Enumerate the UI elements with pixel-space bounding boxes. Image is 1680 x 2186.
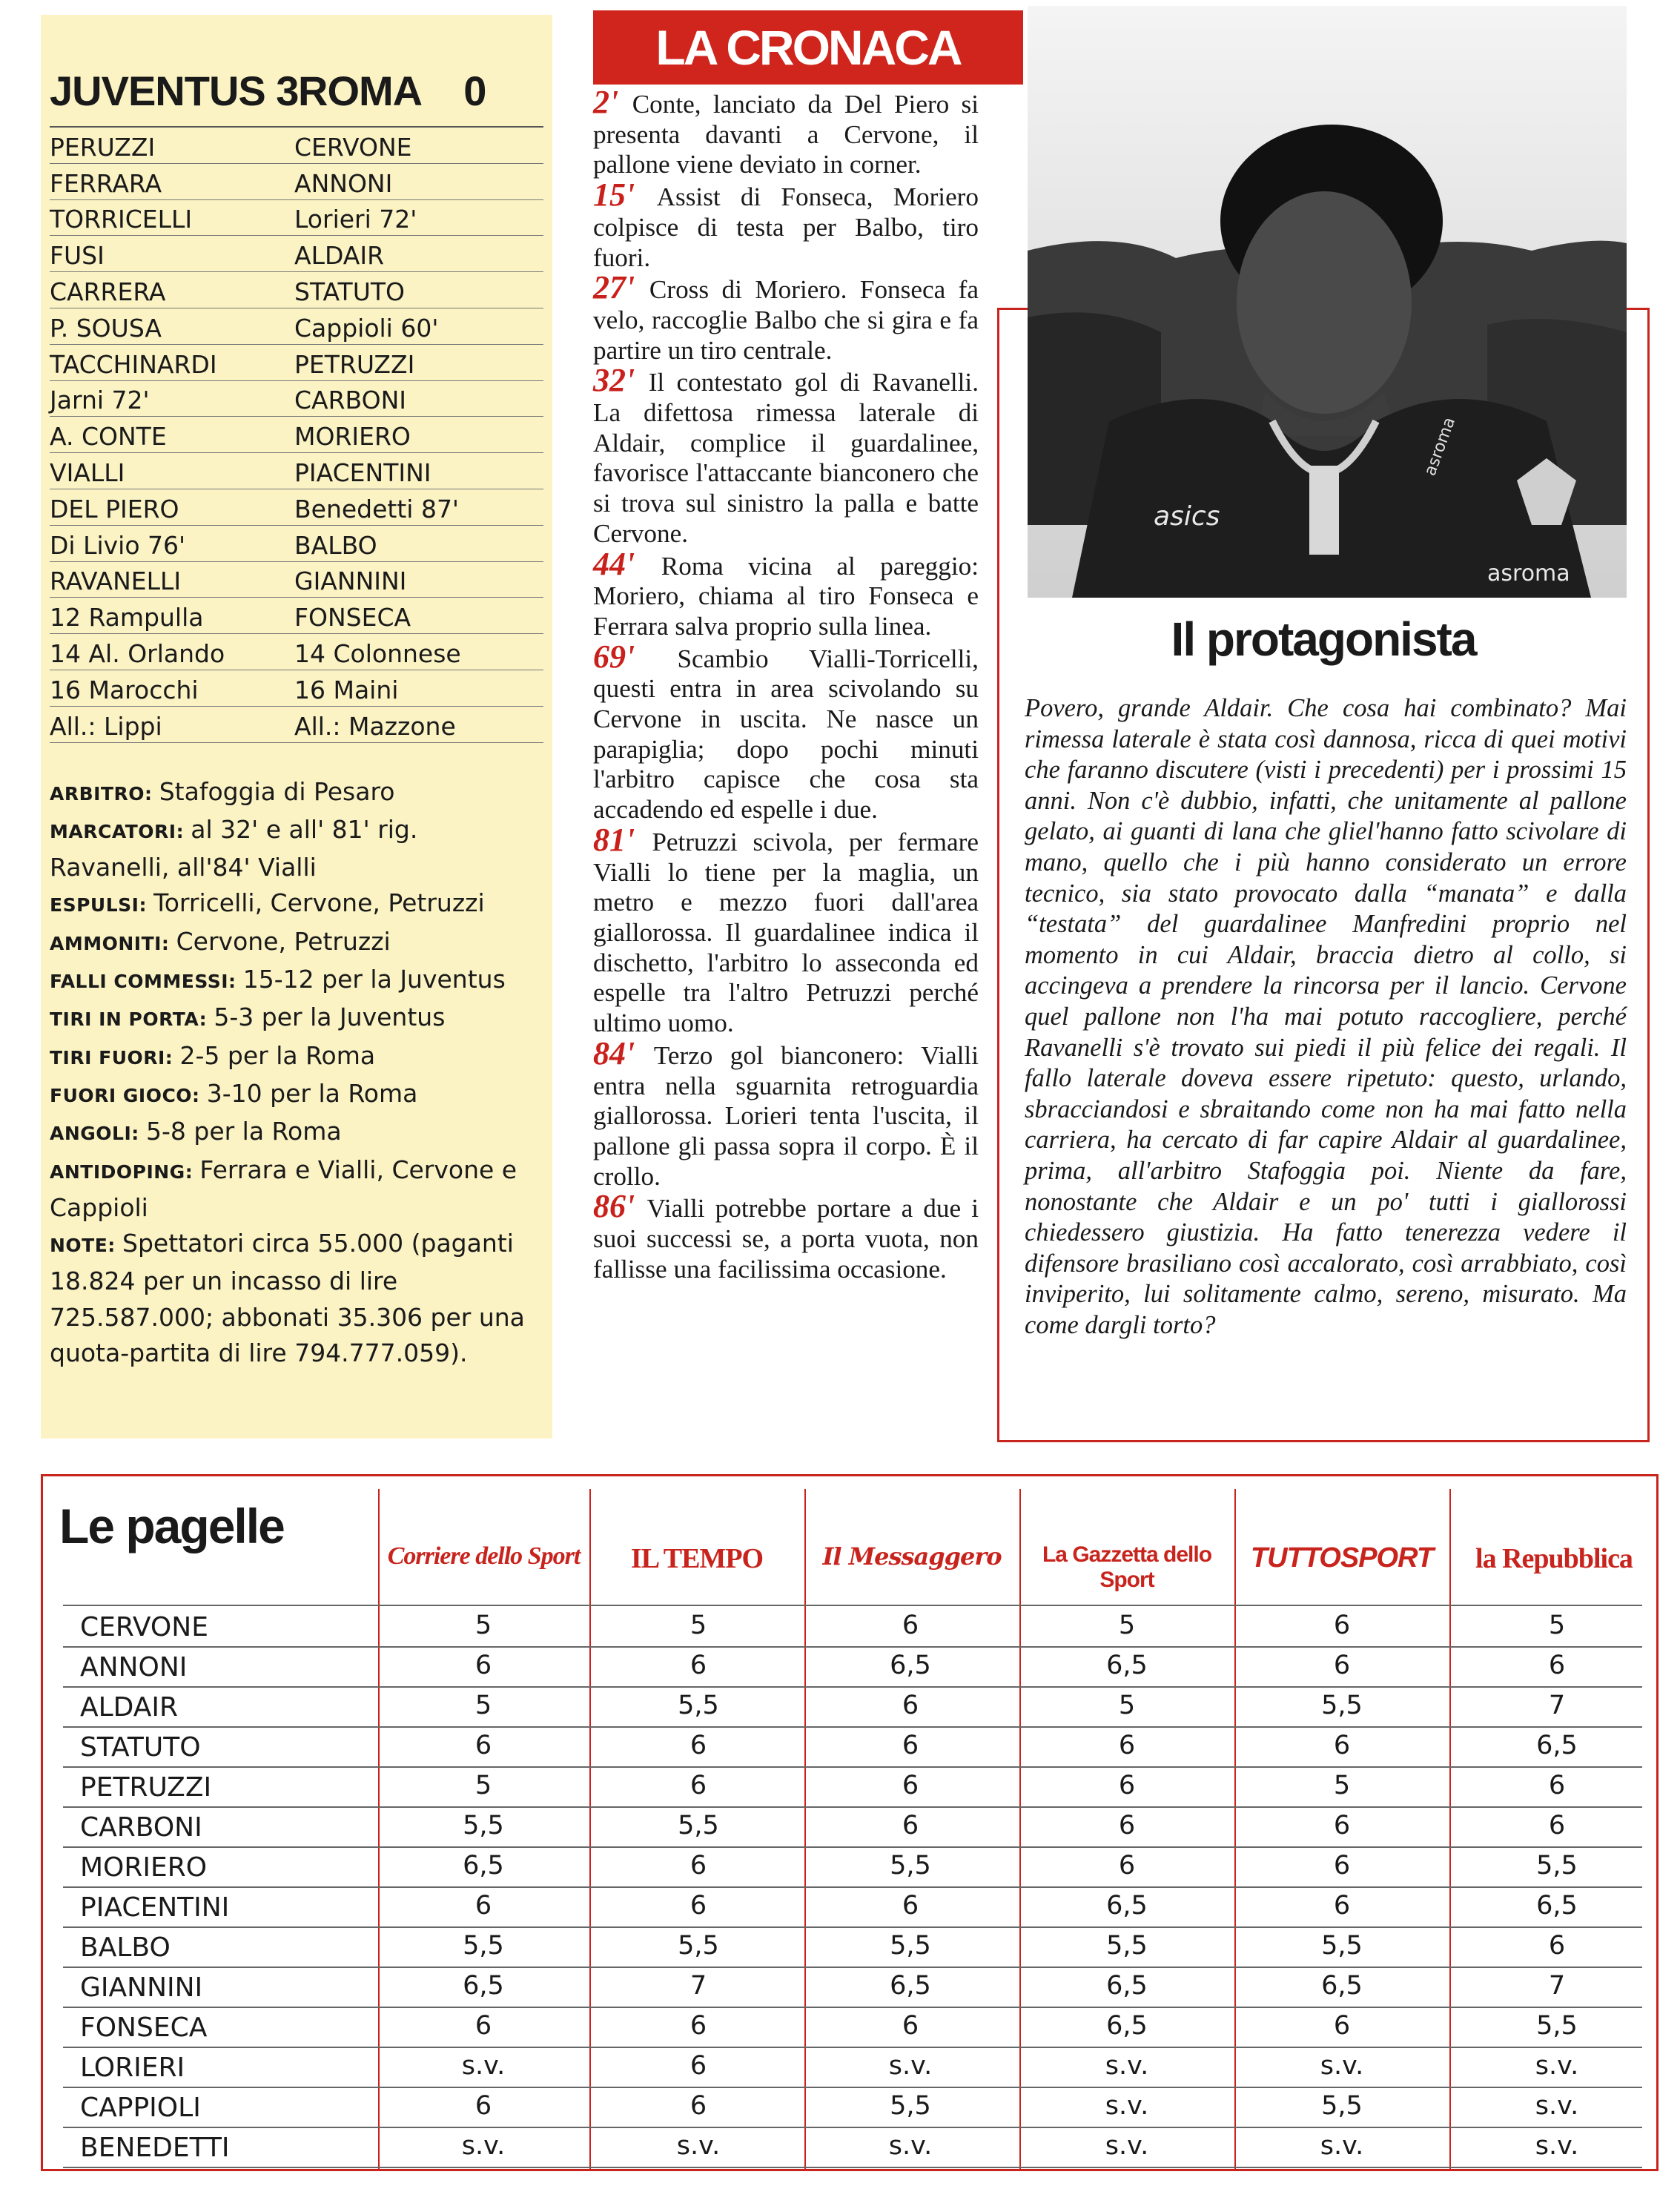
lineup-row bbox=[50, 489, 543, 526]
away-player: FONSECA bbox=[294, 603, 411, 633]
info-label: FUORI GIOCO: bbox=[50, 1084, 207, 1106]
score-header bbox=[50, 44, 543, 128]
event-text: Scambio Vialli-Torricelli, questi entra in area scivolando su Cervone in uscita. Ne nasce un parapiglia; dopo pochi minuti l'arbitro capisce che cosa sta accadendo ed espelle i due. bbox=[593, 644, 979, 825]
row-divider bbox=[63, 2007, 1642, 2008]
away-player: 14 Colonnese bbox=[294, 638, 461, 668]
cronaca-event bbox=[593, 84, 979, 180]
player-rating: 7 bbox=[1548, 1971, 1566, 2001]
player-rating: 5,5 bbox=[1321, 1931, 1363, 1961]
player-name: FONSECA bbox=[80, 2012, 208, 2043]
away-player: CERVONE bbox=[294, 132, 412, 162]
player-rating: 6 bbox=[689, 2011, 707, 2041]
lineup-row bbox=[50, 634, 543, 670]
player-rating: 6,5 bbox=[1106, 1891, 1148, 1921]
info-label: NOTE: bbox=[50, 1235, 123, 1257]
player-rating: 6 bbox=[1118, 1811, 1136, 1840]
player-rating: 5,5 bbox=[463, 1931, 504, 1961]
lineup-row bbox=[50, 707, 543, 743]
pagelle-title: Le pagelle bbox=[59, 1499, 284, 1553]
player-rating: 6 bbox=[689, 1731, 707, 1760]
home-player: A. CONTE bbox=[50, 422, 167, 452]
player-rating: s.v. bbox=[676, 2131, 721, 2161]
away-player: All.: Mazzone bbox=[294, 711, 456, 741]
cronaca-event bbox=[593, 821, 979, 1039]
newspaper-header: Il Messaggero bbox=[822, 1542, 1002, 1571]
player-name: GIANNINI bbox=[80, 1972, 203, 2003]
newspaper-header: TUTTOSPORT bbox=[1250, 1542, 1434, 1574]
newspaper-header: La Gazzetta dello Sport bbox=[1042, 1542, 1212, 1592]
info-label: ESPULSI: bbox=[50, 894, 154, 917]
info-value: al 32' e all' 81' rig. Ravanelli, all'84' Vialli bbox=[50, 814, 418, 882]
home-player: CARRERA bbox=[50, 277, 166, 306]
player-name: BENEDETTI bbox=[80, 2133, 230, 2163]
player-rating: 5,5 bbox=[678, 1691, 719, 1720]
player-rating: 6 bbox=[1333, 1731, 1351, 1760]
row-divider bbox=[63, 1806, 1642, 1808]
info-item bbox=[50, 1038, 543, 1076]
row-divider bbox=[63, 1846, 1642, 1848]
away-player: STATUTO bbox=[294, 277, 405, 306]
column-divider bbox=[804, 1489, 806, 2171]
away-player: Benedetti 87' bbox=[294, 494, 460, 524]
player-rating: s.v. bbox=[1105, 2051, 1149, 2081]
player-rating: 6,5 bbox=[890, 1651, 931, 1680]
player-rating: 5,5 bbox=[890, 1851, 931, 1880]
lineup-row bbox=[50, 164, 543, 200]
info-value: 2-5 per la Roma bbox=[179, 1040, 376, 1070]
info-value: Spettatori circa 55.000 (paganti 18.824 per un incasso di lire 725.587.000; abbonati 35.306 per una quota-partita di lire 794.777.059). bbox=[50, 1229, 525, 1367]
home-player: All.: Lippi bbox=[50, 711, 162, 741]
cronaca-event bbox=[593, 1034, 979, 1192]
player-name: CERVONE bbox=[80, 1612, 208, 1642]
info-value: 3-10 per la Roma bbox=[206, 1078, 418, 1108]
player-rating: 6 bbox=[902, 1611, 919, 1640]
player-rating: 6 bbox=[1118, 1851, 1136, 1880]
event-minute: 15' bbox=[593, 176, 657, 214]
player-rating: 6 bbox=[1118, 1771, 1136, 1800]
player-rating: s.v. bbox=[1535, 2131, 1579, 2161]
away-player: PETRUZZI bbox=[294, 349, 415, 379]
player-rating: 6 bbox=[902, 1731, 919, 1760]
player-rating: s.v. bbox=[1535, 2091, 1579, 2121]
info-value: Torricelli, Cervone, Petruzzi bbox=[153, 888, 485, 918]
player-rating: 6 bbox=[902, 1811, 919, 1840]
player-rating: 6 bbox=[1118, 1731, 1136, 1760]
player-name: ANNONI bbox=[80, 1652, 188, 1683]
row-divider bbox=[63, 1967, 1642, 1968]
info-value: 15-12 per la Juventus bbox=[242, 965, 506, 994]
info-item bbox=[50, 962, 543, 1000]
player-rating: 5 bbox=[689, 1611, 707, 1640]
home-player: 14 Al. Orlando bbox=[50, 638, 225, 668]
newspaper-header: IL TEMPO bbox=[630, 1543, 764, 1574]
player-name: ALDAIR bbox=[80, 1692, 179, 1723]
row-divider bbox=[63, 2047, 1642, 2048]
away-player: MORIERO bbox=[294, 422, 411, 452]
column-divider bbox=[589, 1489, 591, 2171]
away-player: GIANNINI bbox=[294, 567, 407, 596]
lineup-row bbox=[50, 526, 543, 562]
player-rating: 6 bbox=[1548, 1811, 1566, 1840]
protagonista-text: Povero, grande Aldair. Che cosa hai combinato? Mai rimessa laterale è stata così dannosa, ricca di quei motivi che faranno discutere (visti i precedenti) per i prossimi 15 anni. Non c'è dubbio, infatti, che unitamente al pallone gelato, ai guanti di lana che gliel'hanno fatto scivolare di mano, quello che i più hanno considerato un errore tecnico, sia stato provocato dalla “manata” e dalla “testata” del guardalinee Manfredini proprio nel momento in cui Aldair, braccia dietro al collo, si accingeva a prendere la rincorsa per il lancio. Cervone quel pallone non l'ha mai potuto raccogliere, perché Ravanelli s'è trovato sui piedi il più felice dei regali. Il fallo laterale doveva essere ripetuto: questo, urlando, sbracciandosi e sbraitando come non ha mai fatto nella carriera, ha cercato di far capire Aldair al guardalinee, prima, all'arbitro Stafoggia poi. Niente da fare, nonostante che Aldair e un po' tutti i giallorossi chiedessero giustizia. Ha fatto tenerezza vedere il difensore brasiliano così accalorato, così arrabbiato, così inviperito, lui solitamente calmo, sereno, misurato. Ma come dargli torto? bbox=[1025, 694, 1627, 1339]
lineup-row bbox=[50, 272, 543, 308]
cronaca-event bbox=[593, 362, 979, 549]
info-label: ARBITRO: bbox=[50, 782, 159, 805]
player-photo bbox=[1028, 6, 1627, 598]
lineup-row bbox=[50, 562, 543, 598]
row-divider bbox=[63, 1726, 1642, 1728]
player-rating: 5 bbox=[474, 1611, 492, 1640]
club-text-chest: asroma bbox=[1487, 561, 1570, 587]
event-text: Petruzzi scivola, per fermare Vialli lo tiene per la maglia, un metro e mezzo fuori dall'area giallorossa. Il guardalinee indica il dischetto, l'arbitro lo asseconda ed espelle tra l'altro Petruzzi perché ultimo uomo. bbox=[593, 827, 979, 1038]
player-rating: 5 bbox=[1548, 1611, 1566, 1640]
player-rating: 6 bbox=[1333, 1851, 1351, 1880]
player-rating: 5 bbox=[1118, 1691, 1136, 1720]
info-item bbox=[50, 1076, 543, 1114]
player-rating: 6 bbox=[1548, 1771, 1566, 1800]
player-rating: 6 bbox=[1548, 1651, 1566, 1680]
info-label: ANTIDOPING: bbox=[50, 1160, 200, 1183]
player-rating: s.v. bbox=[888, 2051, 933, 2081]
player-rating: 6 bbox=[902, 2011, 919, 2041]
player-rating: 7 bbox=[689, 1971, 707, 2001]
player-rating: 6 bbox=[1548, 1931, 1566, 1961]
player-name: CAPPIOLI bbox=[80, 2093, 201, 2123]
player-rating: 5,5 bbox=[1106, 1931, 1148, 1961]
lineup-row bbox=[50, 598, 543, 634]
player-rating: 6 bbox=[474, 2011, 492, 2041]
away-player: ANNONI bbox=[294, 168, 393, 198]
player-rating: 5,5 bbox=[1536, 1851, 1578, 1880]
player-rating: 6 bbox=[1333, 2011, 1351, 2041]
event-text: Assist di Fonseca, Moriero colpisce di testa per Balbo, tiro fuori. bbox=[593, 182, 979, 272]
player-rating: 7 bbox=[1548, 1691, 1566, 1720]
home-player: DEL PIERO bbox=[50, 494, 179, 524]
column-divider bbox=[1019, 1489, 1021, 2171]
column-divider bbox=[1234, 1489, 1236, 2171]
player-rating: 6,5 bbox=[463, 1851, 504, 1880]
info-item bbox=[50, 1114, 543, 1152]
info-label: TIRI FUORI: bbox=[50, 1046, 180, 1069]
cronaca-heading: LA CRONACA bbox=[593, 10, 1023, 85]
info-value: Stafoggia di Pesaro bbox=[159, 776, 395, 806]
home-player: PERUZZI bbox=[50, 132, 156, 162]
info-value: Ferrara e Vialli, Cervone e Cappioli bbox=[50, 1155, 517, 1222]
player-rating: 5,5 bbox=[463, 1811, 504, 1840]
info-item bbox=[50, 885, 543, 923]
player-rating: 6 bbox=[1333, 1611, 1351, 1640]
home-player: FERRARA bbox=[50, 168, 162, 198]
info-item bbox=[50, 812, 543, 886]
player-rating: 6 bbox=[689, 2051, 707, 2081]
player-rating: 6,5 bbox=[1536, 1731, 1578, 1760]
player-rating: 6 bbox=[902, 1691, 919, 1720]
row-divider bbox=[63, 2087, 1642, 2088]
away-player: Lorieri 72' bbox=[294, 205, 417, 234]
info-item bbox=[50, 774, 543, 812]
away-player: BALBO bbox=[294, 530, 377, 560]
cronaca-event bbox=[593, 176, 979, 273]
player-rating: 6,5 bbox=[1106, 1651, 1148, 1680]
cronaca-event bbox=[593, 545, 979, 642]
player-rating: 6,5 bbox=[1536, 1891, 1578, 1921]
column-divider bbox=[1449, 1489, 1451, 2171]
player-rating: 5,5 bbox=[1321, 2091, 1363, 2121]
player-rating: 6 bbox=[474, 1651, 492, 1680]
player-name: LORIERI bbox=[80, 2053, 185, 2083]
info-item bbox=[50, 1152, 543, 1226]
newspaper-header: Corriere dello Sport bbox=[387, 1542, 581, 1570]
away-player: Cappioli 60' bbox=[294, 313, 439, 343]
player-rating: 5,5 bbox=[678, 1931, 719, 1961]
away-player: CARBONI bbox=[294, 386, 406, 415]
away-player: PIACENTINI bbox=[294, 458, 431, 487]
player-rating: 5 bbox=[1333, 1771, 1351, 1800]
player-rating: 5,5 bbox=[890, 2091, 931, 2121]
row-divider bbox=[63, 1686, 1642, 1688]
player-rating: 5,5 bbox=[1536, 2011, 1578, 2041]
event-minute: 2' bbox=[593, 84, 632, 120]
player-rating: s.v. bbox=[461, 2051, 506, 2081]
cronaca-event bbox=[593, 1188, 979, 1284]
info-label: MARCATORI: bbox=[50, 820, 191, 842]
player-rating: 6,5 bbox=[890, 1971, 931, 2001]
lineup-row bbox=[50, 453, 543, 489]
player-rating: 5 bbox=[474, 1771, 492, 1800]
player-rating: s.v. bbox=[1105, 2091, 1149, 2121]
home-player: 16 Marocchi bbox=[50, 675, 199, 704]
player-rating: 6 bbox=[1333, 1891, 1351, 1921]
sponsor-logo-text: asics bbox=[1154, 501, 1220, 532]
event-text: Terzo gol bianconero: Vialli entra nella sguarnita retroguardia giallorossa. Lorieri tenta l'uscita, il pallone gli passa sopra il corpo. È il crollo. bbox=[593, 1040, 979, 1191]
column-divider bbox=[378, 1489, 380, 2171]
player-rating: 6,5 bbox=[1321, 1971, 1363, 2001]
player-name: PETRUZZI bbox=[80, 1772, 212, 1803]
info-label: AMMONITI: bbox=[50, 932, 176, 954]
player-rating: 5 bbox=[474, 1691, 492, 1720]
newspaper-header: la Repubblica bbox=[1475, 1543, 1633, 1574]
home-player: Jarni 72' bbox=[50, 386, 150, 415]
club-text-collar: asroma bbox=[1421, 415, 1460, 479]
player-rating: 5,5 bbox=[678, 1811, 719, 1840]
player-rating: 6 bbox=[902, 1891, 919, 1921]
match-info bbox=[50, 774, 543, 1372]
player-rating: 6,5 bbox=[463, 1971, 504, 2001]
info-value: 5-8 per la Roma bbox=[145, 1117, 342, 1146]
home-player: VIALLI bbox=[50, 458, 125, 487]
event-text: Vialli potrebbe portare a due i suoi successi se, a porta vuota, non fallisse una facilissima occasione. bbox=[593, 1194, 979, 1284]
player-name: STATUTO bbox=[80, 1732, 201, 1763]
player-photo-illustration bbox=[1028, 6, 1627, 598]
protagonista-title: Il protagonista bbox=[1171, 612, 1476, 666]
lineup-row bbox=[50, 200, 543, 237]
lineup-box bbox=[41, 15, 552, 1439]
home-player: RAVANELLI bbox=[50, 567, 182, 596]
info-label: FALLI COMMESSI: bbox=[50, 971, 243, 993]
row-divider bbox=[63, 1605, 1642, 1606]
player-rating: 6 bbox=[689, 2091, 707, 2121]
info-item bbox=[50, 1226, 543, 1371]
player-name: MORIERO bbox=[80, 1852, 208, 1883]
home-player: TORRICELLI bbox=[50, 205, 193, 234]
info-item bbox=[50, 924, 543, 962]
cronaca-event bbox=[593, 269, 979, 366]
home-player: Di Livio 76' bbox=[50, 530, 186, 560]
player-rating: 6 bbox=[689, 1891, 707, 1921]
row-divider bbox=[63, 2167, 1642, 2168]
lineup-table bbox=[50, 128, 543, 743]
event-text: Il contestato gol di Ravanelli. La difettosa rimessa laterale di Aldair, complice il guardalinee, favorisce l'attaccante bianconero che si trova sul sinistro la palla e batte Cervone. bbox=[593, 368, 979, 548]
info-value: 5-3 per la Juventus bbox=[214, 1003, 446, 1032]
home-player: P. SOUSA bbox=[50, 313, 162, 343]
event-text: Conte, lanciato da Del Piero si presenta davanti a Cervone, il pallone viene deviato in corner. bbox=[593, 90, 979, 179]
player-rating: 6 bbox=[689, 1651, 707, 1680]
row-divider bbox=[63, 1766, 1642, 1768]
player-rating: 6 bbox=[1333, 1651, 1351, 1680]
player-rating: s.v. bbox=[1535, 2051, 1579, 2081]
player-rating: 6 bbox=[689, 1851, 707, 1880]
lineup-row bbox=[50, 381, 543, 417]
lineup-row bbox=[50, 417, 543, 453]
player-rating: 6 bbox=[1333, 1811, 1351, 1840]
cronaca-text bbox=[593, 84, 979, 1284]
home-player: TACCHINARDI bbox=[50, 349, 217, 379]
home-player: FUSI bbox=[50, 241, 105, 271]
event-minute: 86' bbox=[593, 1188, 647, 1225]
player-name: BALBO bbox=[80, 1932, 171, 1963]
lineup-row bbox=[50, 236, 543, 272]
player-rating: 5,5 bbox=[890, 1931, 931, 1961]
info-label: ANGOLI: bbox=[50, 1123, 146, 1145]
player-rating: 5,5 bbox=[1321, 1691, 1363, 1720]
home-score: JUVENTUS 3 bbox=[50, 67, 299, 114]
player-rating: 6 bbox=[474, 1731, 492, 1760]
player-name: PIACENTINI bbox=[80, 1892, 230, 1923]
info-label: TIRI IN PORTA: bbox=[50, 1008, 214, 1031]
event-text: Cross di Moriero. Fonseca fa velo, raccoglie Balbo che si gira e fa partire un tiro centrale. bbox=[593, 275, 979, 365]
player-name: CARBONI bbox=[80, 1812, 202, 1843]
event-minute: 27' bbox=[593, 269, 649, 306]
player-rating: 6 bbox=[474, 1891, 492, 1921]
player-rating: 6,5 bbox=[1106, 1971, 1148, 2001]
lineup-row bbox=[50, 345, 543, 381]
away-score: ROMA 0 bbox=[298, 67, 486, 114]
info-value: Cervone, Petruzzi bbox=[176, 926, 391, 956]
home-player: 12 Rampulla bbox=[50, 603, 204, 633]
event-minute: 81' bbox=[593, 821, 652, 858]
lineup-row bbox=[50, 670, 543, 707]
row-divider bbox=[63, 1646, 1642, 1648]
away-player: ALDAIR bbox=[294, 241, 385, 271]
event-text: Roma vicina al pareggio: Moriero, chiama al tiro Fonseca e Ferrara salva proprio sulla linea. bbox=[593, 551, 979, 641]
row-divider bbox=[63, 2127, 1642, 2128]
player-rating: s.v. bbox=[1105, 2131, 1149, 2161]
event-minute: 84' bbox=[593, 1034, 654, 1071]
player-rating: 6,5 bbox=[1106, 2011, 1148, 2041]
row-divider bbox=[63, 1886, 1642, 1888]
player-rating: s.v. bbox=[461, 2131, 506, 2161]
player-rating: s.v. bbox=[888, 2131, 933, 2161]
away-player: 16 Maini bbox=[294, 675, 399, 704]
info-item bbox=[50, 1000, 543, 1037]
player-rating: 6 bbox=[902, 1771, 919, 1800]
event-minute: 69' bbox=[593, 638, 678, 675]
player-rating: 6 bbox=[474, 2091, 492, 2121]
event-minute: 44' bbox=[593, 545, 661, 582]
player-rating: 6 bbox=[689, 1771, 707, 1800]
player-rating: s.v. bbox=[1320, 2051, 1364, 2081]
event-minute: 32' bbox=[593, 362, 649, 399]
lineup-row bbox=[50, 308, 543, 345]
player-rating: 5 bbox=[1118, 1611, 1136, 1640]
lineup-row bbox=[50, 128, 543, 164]
cronaca-event bbox=[593, 638, 979, 825]
player-rating: s.v. bbox=[1320, 2131, 1364, 2161]
row-divider bbox=[63, 1926, 1642, 1928]
